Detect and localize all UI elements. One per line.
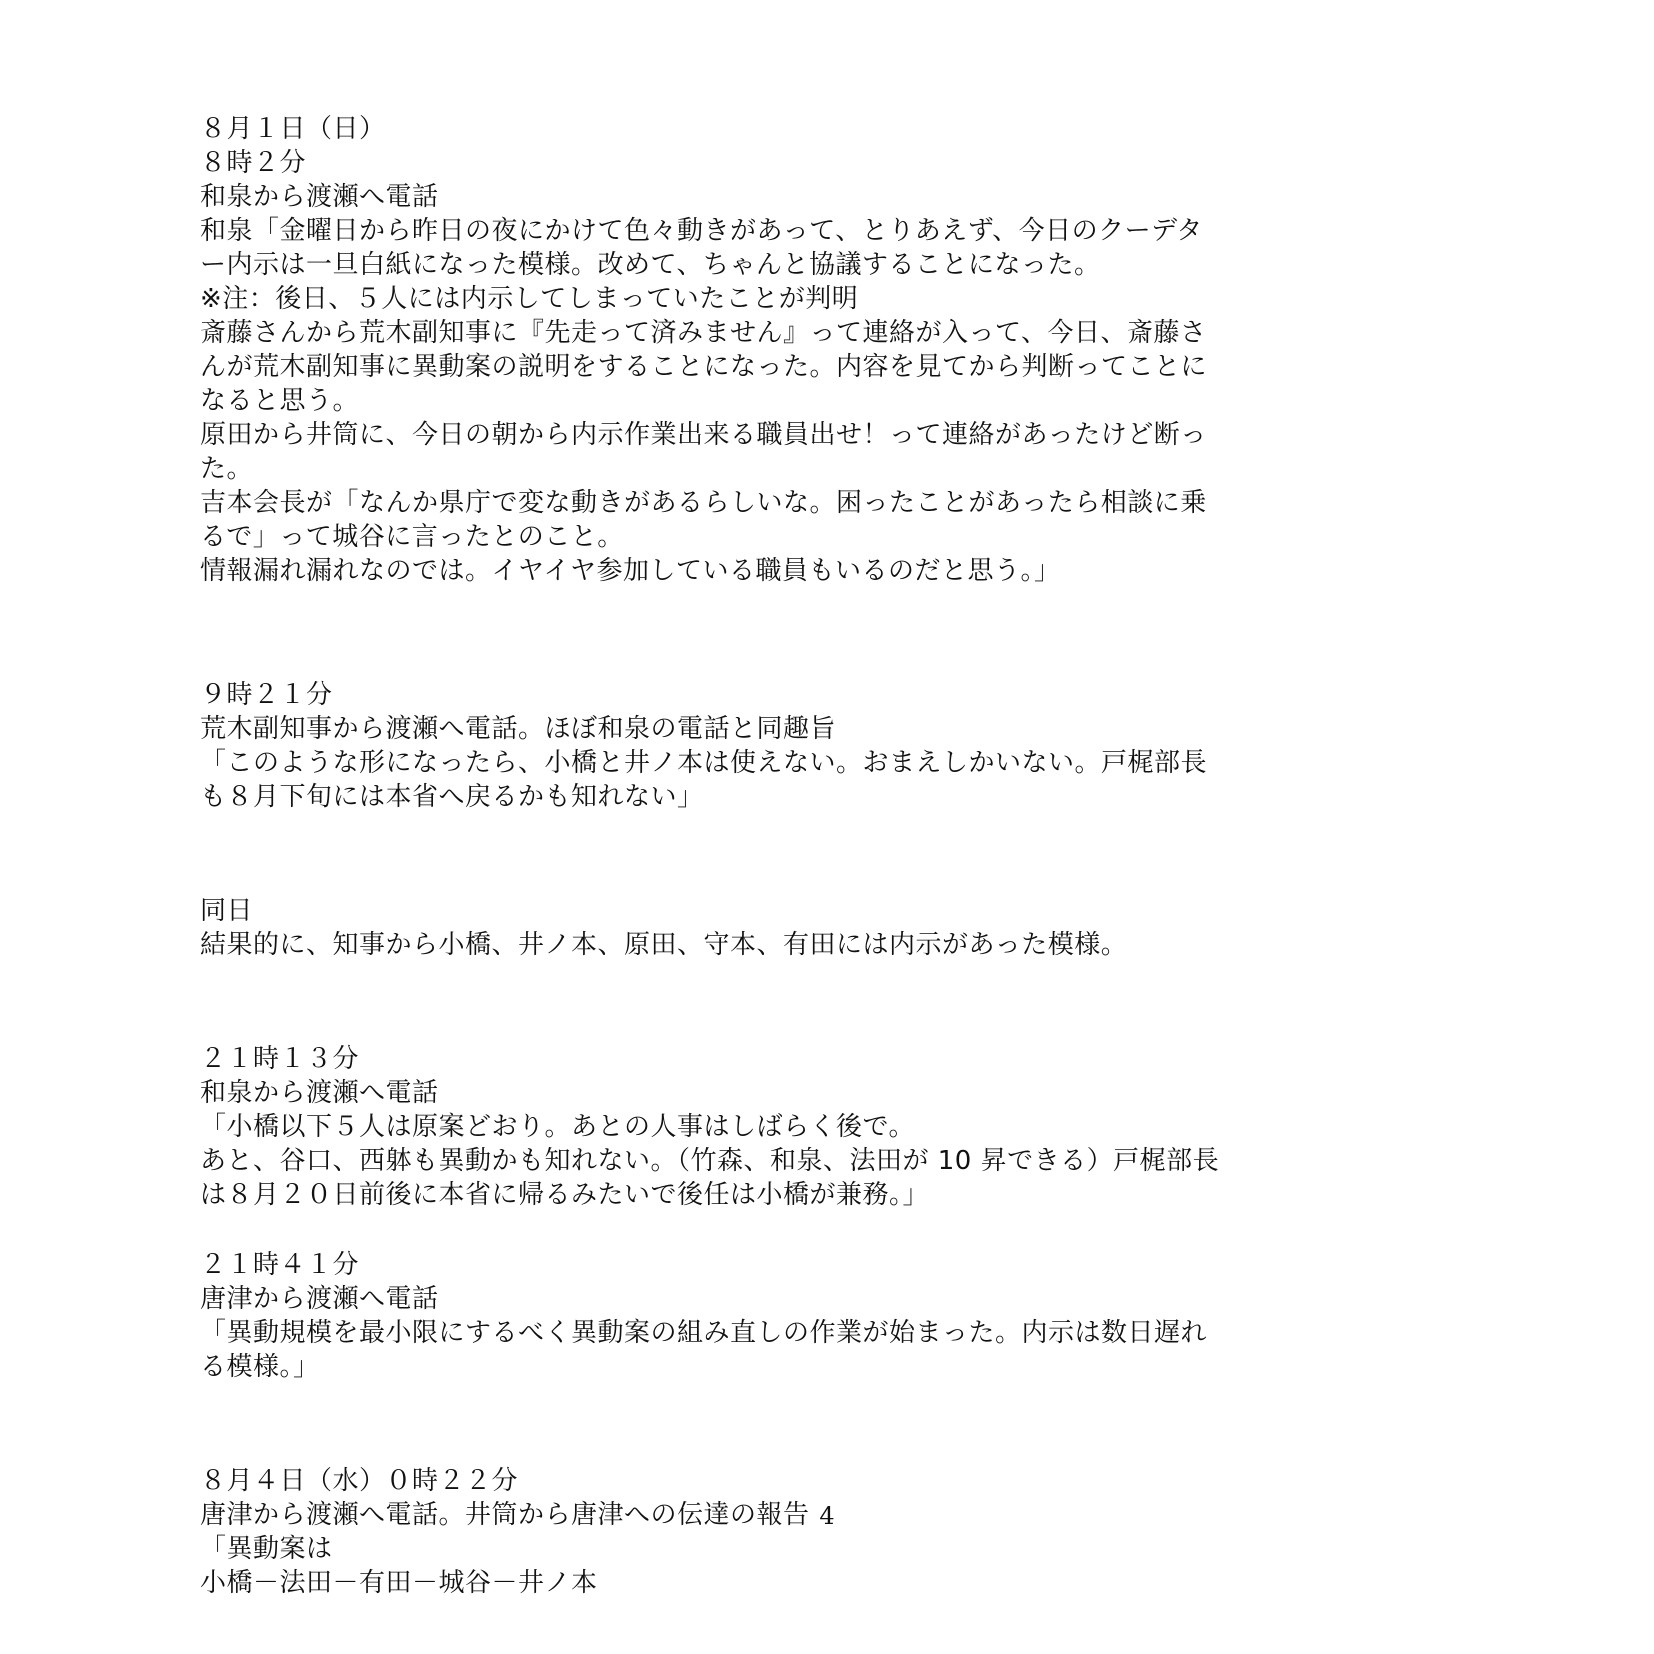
- text-line: た。: [200, 454, 254, 484]
- text-line: 原田から井筒に、今日の朝から内示作業出来る職員出せ！って連絡があったけど断っ: [200, 420, 1207, 450]
- entry-aug4-0022: [200, 1464, 1470, 1600]
- text-line: るで」って城谷に言ったとのこと。: [200, 522, 624, 552]
- time-heading: ９時２１分: [200, 680, 333, 710]
- call-summary: 和泉から渡瀬へ電話: [200, 1078, 439, 1108]
- text-line: んが荒木副知事に異動案の説明をすることになった。内容を見てから判断ってことに: [200, 352, 1208, 382]
- entry-0921: [200, 678, 1470, 814]
- date-heading: 同日: [200, 896, 254, 926]
- page-number: 4: [819, 1502, 835, 1530]
- time-heading: ８時２分: [200, 148, 307, 178]
- date-heading: ８月１日（日）: [200, 114, 386, 144]
- entry-same-day: [200, 894, 1470, 962]
- section-gap: [200, 1384, 1470, 1464]
- text-line: 「このような形になったら、小橋と井ノ本は使えない。おまえしかいない。戸梶部長: [200, 748, 1208, 778]
- text-line: あと、谷口、西躰も異動かも知れない。（竹森、和泉、法田が 10 昇できる）戸梶部長: [200, 1146, 1220, 1176]
- section-gap: [200, 588, 1470, 678]
- document-body: [200, 112, 1470, 1600]
- text-line: 小橋－法田－有田－城谷－井ノ本: [200, 1568, 598, 1598]
- call-summary: 和泉から渡瀬へ電話: [200, 182, 439, 212]
- entry-2113: [200, 1042, 1470, 1212]
- text-line: 和泉「金曜日から昨日の夜にかけて色々動きがあって、とりあえず、今日のクーデタ: [200, 216, 1203, 246]
- date-time-heading: ８月４日（水）０時２２分: [200, 1466, 519, 1496]
- text-line: ー内示は一旦白紙になった模様。改めて、ちゃんと協議することになった。: [200, 250, 1101, 280]
- text-line: る模様。」: [200, 1352, 320, 1382]
- time-heading: ２１時４１分: [200, 1250, 360, 1280]
- text-line: 情報漏れ漏れなのでは。イヤイヤ参加している職員もいるのだと思う。」: [200, 556, 1061, 586]
- section-gap: [200, 1212, 1470, 1248]
- text-line: 「異動規模を最小限にするべく異動案の組み直しの作業が始まった。内示は数日遅れ: [200, 1318, 1208, 1348]
- text-line: も８月下旬には本省へ戻るかも知れない」: [200, 782, 704, 812]
- text-line: なると思う。: [200, 386, 360, 416]
- section-gap: [200, 962, 1470, 1042]
- call-summary: 荒木副知事から渡瀬へ電話。ほぼ和泉の電話と同趣旨: [200, 714, 837, 744]
- text-line: 斎藤さんから荒木副知事に『先走って済みません』って連絡が入って、今日、斎藤さ: [200, 318, 1207, 348]
- text-line: 「小橋以下５人は原案どおり。あとの人事はしばらく後で。: [200, 1112, 915, 1142]
- time-heading: ２１時１３分: [200, 1044, 360, 1074]
- note-line: ※注：後日、５人には内示してしまっていたことが判明: [200, 284, 859, 314]
- entry-aug1-0802: [200, 112, 1470, 588]
- section-gap: [200, 814, 1470, 894]
- text-line: は８月２０日前後に本省に帰るみたいで後任は小橋が兼務。」: [200, 1180, 930, 1210]
- text-line: 結果的に、知事から小橋、井ノ本、原田、守本、有田には内示があった模様。: [200, 930, 1128, 960]
- call-summary: 唐津から渡瀬へ電話。井筒から唐津への伝達の報告: [200, 1500, 810, 1530]
- text-line: 「異動案は: [200, 1534, 333, 1564]
- entry-2141: [200, 1248, 1470, 1384]
- call-summary: 唐津から渡瀬へ電話: [200, 1284, 439, 1314]
- text-line: 吉本会長が「なんか県庁で変な動きがあるらしいな。困ったことがあったら相談に乗: [200, 488, 1207, 518]
